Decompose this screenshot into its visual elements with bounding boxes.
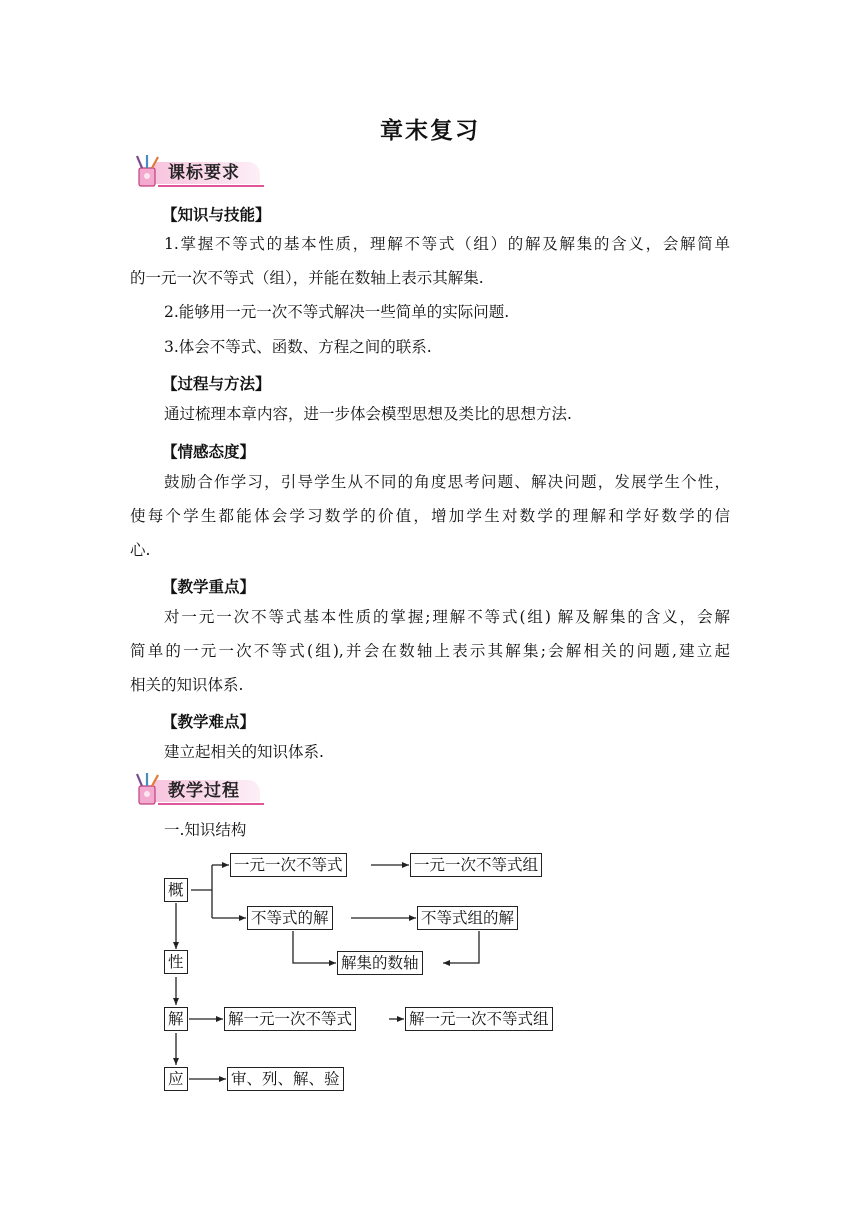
emotion-line-3: 心. bbox=[130, 541, 151, 559]
node-solve-linear-inequality-system: 解一元一次不等式组 bbox=[405, 1007, 553, 1031]
heading-process: 【过程与方法】 bbox=[162, 375, 271, 393]
heading-knowledge: 【知识与技能】 bbox=[162, 206, 271, 224]
knowledge-item-1-line-1: 1.掌握不等式的基本性质，理解不等式（组）的解及解集的含义，会解简单 bbox=[164, 235, 730, 253]
section-knowledge-structure: 一.知识结构 bbox=[164, 821, 247, 839]
banner-label: 教学过程 bbox=[168, 781, 240, 801]
node-concept: 概 bbox=[164, 878, 188, 902]
knowledge-item-2: 2.能够用一元一次不等式解决一些简单的实际问题. bbox=[164, 303, 510, 321]
key-point-line-1: 对一元一次不等式基本性质的掌握;理解不等式(组) 解及解集的含义，会解 bbox=[164, 608, 730, 626]
page-title: 章末复习 bbox=[380, 118, 480, 144]
node-linear-inequality: 一元一次不等式 bbox=[230, 853, 347, 877]
key-point-line-3: 相关的知识体系. bbox=[130, 676, 244, 694]
banner-label: 课标要求 bbox=[168, 163, 240, 183]
node-solve-linear-inequality: 解一元一次不等式 bbox=[224, 1007, 356, 1031]
emotion-line-1: 鼓励合作学习，引导学生从不同的角度思考问题、解决问题，发展学生个性， bbox=[164, 473, 730, 491]
knowledge-item-3: 3.体会不等式、函数、方程之间的联系. bbox=[164, 338, 432, 356]
heading-key-point: 【教学重点】 bbox=[162, 578, 256, 596]
node-linear-inequality-system: 一元一次不等式组 bbox=[410, 853, 542, 877]
key-point-line-2: 简单的一元一次不等式(组),并会在数轴上表示其解集;会解相关的问题,建立起 bbox=[130, 642, 730, 660]
heading-emotion: 【情感态度】 bbox=[162, 443, 256, 461]
knowledge-item-1-line-2: 的一元一次不等式（组），并能在数轴上表示其解集. bbox=[130, 269, 484, 287]
node-application-steps: 审、列、解、验 bbox=[227, 1067, 344, 1091]
emotion-line-2: 使每个学生都能体会学习数学的价值，增加学生对数学的理解和学好数学的信 bbox=[130, 507, 730, 525]
process-text: 通过梳理本章内容，进一步体会模型思想及类比的思想方法. bbox=[164, 405, 572, 423]
node-solve: 解 bbox=[164, 1007, 188, 1031]
node-inequality-system-solution: 不等式组的解 bbox=[417, 906, 518, 930]
heading-difficult-point: 【教学难点】 bbox=[162, 713, 256, 731]
node-inequality-solution: 不等式的解 bbox=[247, 906, 333, 930]
node-solution-number-line: 解集的数轴 bbox=[337, 951, 423, 975]
node-property: 性 bbox=[164, 950, 188, 974]
node-application: 应 bbox=[164, 1067, 188, 1091]
difficult-point-text: 建立起相关的知识体系. bbox=[164, 743, 324, 761]
